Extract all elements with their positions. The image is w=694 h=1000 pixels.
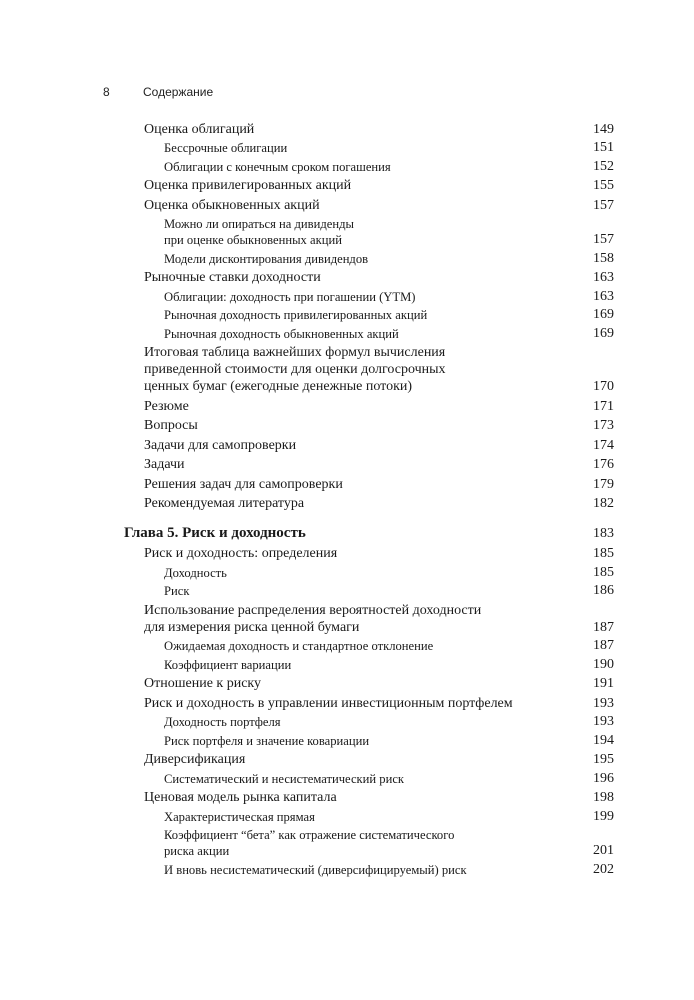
toc-entry-title [164, 862, 586, 878]
toc-entry-title [124, 525, 586, 542]
toc-entry-title-line: Резюме [144, 398, 189, 414]
toc-entry-title [144, 602, 586, 636]
toc-entry-title-line: Оценка облигаций [144, 121, 255, 137]
toc-subsection [124, 714, 614, 730]
toc-subsection [124, 638, 614, 654]
toc-entry-title [164, 714, 586, 730]
toc-section [124, 456, 614, 473]
toc-entry-title-line: Риск [164, 584, 190, 598]
toc-entry-title [144, 675, 586, 692]
toc-subsection [124, 733, 614, 749]
toc-entry-title [144, 269, 586, 286]
toc-entry-page: 194 [593, 732, 614, 748]
toc-entry-title [164, 565, 586, 581]
toc-entry-title-line: ценных бумаг (ежегодные денежные потоки) [144, 379, 413, 394]
toc-entry-title-line: Ожидаемая доходность и стандартное отклонение [164, 639, 434, 653]
toc-entry-page: 151 [593, 140, 614, 155]
table-of-contents [124, 118, 614, 878]
toc-entry-title-line: для измерения риска ценной бумаги [144, 619, 360, 635]
toc-entry-title-line: Оценка обыкновенных акций [144, 197, 320, 213]
toc-entry-title-line: Облигации с конечным сроком погашения [164, 159, 391, 174]
toc-section [124, 476, 614, 493]
toc-subsection [124, 159, 614, 175]
toc-entry-title-line: Отношение к риску [144, 676, 262, 691]
toc-entry-title-line: Рекомендуемая литература [144, 496, 305, 511]
toc-entry-page: 169 [593, 325, 614, 341]
toc-entry-page: 193 [593, 714, 614, 729]
toc-entry-page: 163 [593, 270, 614, 285]
toc-entry-title [164, 326, 586, 342]
toc-subsection [124, 216, 614, 248]
toc-entry-title-line: Задачи для самопроверки [144, 437, 297, 453]
toc-entry-title [144, 121, 586, 138]
toc-entry-title [164, 251, 586, 267]
toc-entry-title-line: Облигации: доходность при погашении (YTM) [164, 289, 416, 304]
toc-section [124, 602, 614, 636]
toc-entry-title [164, 638, 586, 654]
toc-entry-title-line: Задачи [144, 457, 185, 472]
toc-entry-title [144, 545, 586, 562]
toc-entry-title-line: Риск и доходность в управлении инвестиционным портфелем [144, 695, 513, 711]
toc-entry-title [164, 827, 586, 859]
toc-subsection [124, 289, 614, 305]
toc-section [124, 675, 614, 692]
toc-section [124, 695, 614, 712]
toc-entry-page: 187 [593, 638, 614, 653]
toc-entry-title [144, 476, 586, 493]
toc-entry-title [164, 289, 586, 305]
toc-entry-title [164, 307, 586, 323]
page-header [103, 85, 213, 99]
toc-entry-title-line: И вновь несистематический (диверсифицируемый) риск [164, 862, 467, 877]
toc-entry-page: 187 [593, 619, 614, 635]
toc-section [124, 197, 614, 214]
toc-entry-title [144, 456, 586, 473]
toc-entry-page: 174 [593, 437, 614, 453]
toc-entry-title-line: Коэффициент вариации [164, 657, 292, 672]
toc-entry-title [144, 751, 586, 768]
toc-entry-title-line: Доходность портфеля [164, 715, 281, 729]
toc-subsection [124, 862, 614, 878]
toc-entry-page: 190 [593, 656, 614, 672]
toc-entry-title [144, 495, 586, 512]
toc-entry-title [144, 177, 586, 194]
toc-entry-title [144, 417, 586, 434]
toc-entry-page: 191 [593, 676, 614, 691]
toc-entry-page: 185 [593, 564, 614, 580]
toc-subsection [124, 657, 614, 673]
toc-entry-page: 185 [593, 546, 614, 561]
toc-entry-page: 149 [593, 121, 614, 137]
toc-entry-page: 158 [593, 250, 614, 266]
toc-entry-title [144, 437, 586, 454]
toc-entry-title [144, 695, 586, 712]
toc-entry-page: 157 [593, 197, 614, 213]
toc-entry-page: 182 [593, 496, 614, 511]
toc-subsection [124, 326, 614, 342]
toc-entry-title-line: риска акции [164, 844, 230, 858]
toc-subsection [124, 565, 614, 581]
toc-section [124, 751, 614, 768]
toc-entry-title-line: Риск портфеля и значение ковариации [164, 733, 370, 748]
toc-entry-title-line: приведенной стоимости для оценки долгосрочных [144, 362, 446, 377]
toc-entry-page: 170 [593, 379, 614, 394]
toc-entry-page: 157 [593, 232, 614, 247]
toc-entry-title [164, 657, 586, 673]
toc-entry-page: 183 [593, 526, 614, 541]
toc-entry-title [144, 789, 586, 806]
toc-chapter [124, 525, 614, 542]
toc-section [124, 417, 614, 434]
toc-subsection [124, 140, 614, 156]
toc-entry-title-line: Рыночная доходность привилегированных акций [164, 308, 428, 322]
toc-entry-title-line: Глава 5. Риск и доходность [124, 525, 306, 541]
toc-entry-title-line: Коэффициент “бета” как отражение систематического [164, 828, 455, 842]
toc-entry-page: 169 [593, 307, 614, 322]
running-title: Содержание [143, 85, 214, 99]
toc-entry-page: 201 [593, 843, 614, 858]
toc-entry-page: 176 [593, 457, 614, 472]
toc-section [124, 177, 614, 194]
toc-entry-page: 163 [593, 288, 614, 304]
toc-entry-page: 155 [593, 178, 614, 193]
toc-section [124, 789, 614, 806]
toc-section [124, 121, 614, 138]
toc-entry-title-line: Модели дисконтирования дивидендов [164, 251, 369, 266]
toc-entry-title [164, 771, 586, 787]
toc-entry-title [144, 398, 586, 415]
toc-entry-title-line: Риск и доходность: определения [144, 546, 338, 561]
toc-entry-title-line: Рыночные ставки доходности [144, 270, 321, 285]
toc-section [124, 398, 614, 415]
toc-entry-title-line: Вопросы [144, 418, 198, 433]
toc-entry-title [164, 733, 586, 749]
toc-section [124, 495, 614, 512]
toc-entry-page: 202 [593, 861, 614, 877]
toc-subsection [124, 771, 614, 787]
toc-entry-title-line: Итоговая таблица важнейших формул вычисления [144, 345, 446, 360]
toc-entry-title-line: при оценке обыкновенных акций [164, 233, 342, 247]
toc-entry-title [144, 197, 586, 214]
toc-entry-title-line: Характеристическая прямая [164, 809, 315, 824]
toc-entry-title [164, 159, 586, 175]
toc-entry-page: 198 [593, 790, 614, 805]
toc-entry-page: 173 [593, 418, 614, 433]
toc-section [124, 437, 614, 454]
toc-entry-title-line: Бессрочные облигации [164, 141, 288, 155]
toc-entry-title-line: Доходность [164, 565, 227, 580]
toc-entry-title-line: Рыночная доходность обыкновенных акций [164, 326, 399, 341]
toc-subsection [124, 307, 614, 323]
toc-entry-title-line: Диверсификация [144, 752, 246, 767]
toc-subsection [124, 809, 614, 825]
toc-section [124, 545, 614, 562]
toc-section [124, 269, 614, 286]
toc-entry-title-line: Можно ли опираться на дивиденды [164, 217, 354, 231]
toc-entry-title [144, 344, 586, 395]
toc-entry-title-line: Оценка привилегированных акций [144, 178, 352, 193]
toc-entry-page: 179 [593, 476, 614, 492]
toc-entry-title [164, 583, 586, 599]
toc-entry-page: 152 [593, 158, 614, 174]
toc-entry-page: 171 [593, 398, 614, 414]
toc-entry-title [164, 140, 586, 156]
toc-entry-title [164, 216, 586, 248]
toc-entry-page: 199 [593, 808, 614, 824]
toc-entry-title [164, 809, 586, 825]
toc-entry-title-line: Ценовая модель рынка капитала [144, 790, 337, 805]
toc-entry-page: 195 [593, 752, 614, 767]
toc-subsection [124, 827, 614, 859]
toc-entry-title-line: Использование распределения вероятностей доходности [144, 602, 482, 618]
toc-section [124, 344, 614, 395]
toc-entry-page: 186 [593, 583, 614, 598]
toc-entry-title-line: Систематический и несистематический риск [164, 771, 405, 786]
toc-subsection [124, 251, 614, 267]
page-number: 8 [103, 85, 110, 99]
toc-subsection [124, 583, 614, 599]
toc-entry-title-line: Решения задач для самопроверки [144, 476, 343, 492]
toc-entry-page: 196 [593, 770, 614, 786]
toc-entry-page: 193 [593, 695, 614, 711]
